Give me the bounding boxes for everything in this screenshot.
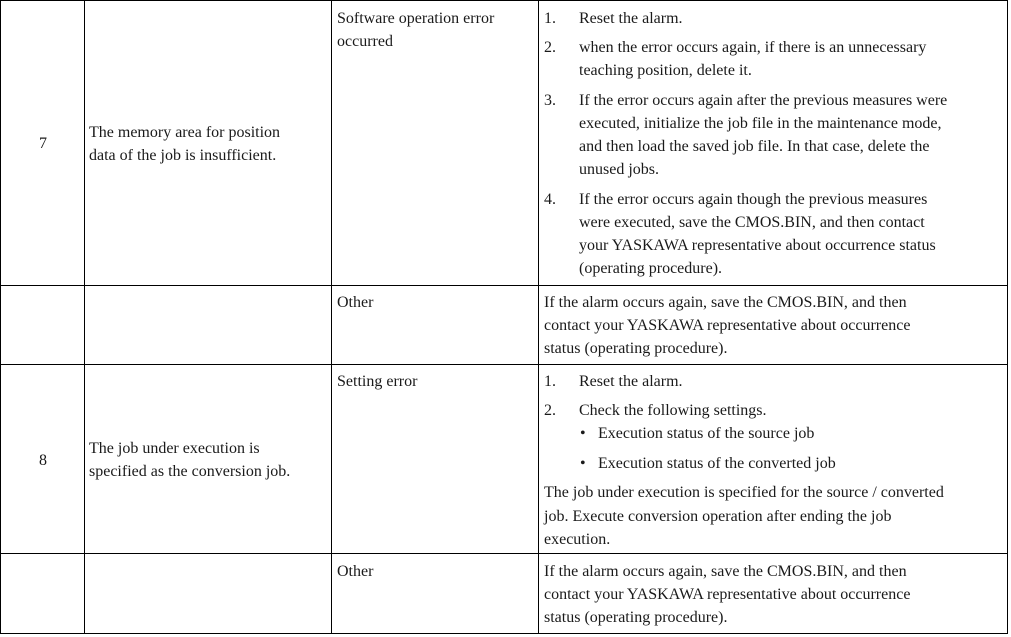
step-text: If the error occurs again after the previous measures were [579, 92, 948, 109]
remedy-note: The job under execution is specified for the source / converted [544, 484, 944, 501]
step-text: teaching position, delete it. [579, 62, 752, 79]
column-divider [1007, 0, 1008, 634]
remedy-note: job. Execute conversion operation after ending the job [544, 508, 892, 525]
remedy-text: status (operating procedure). [544, 609, 728, 626]
table-border-bottom [0, 633, 1008, 634]
cause-text: Setting error [337, 373, 418, 390]
step-text: executed, initialize the job file in the maintenance mode, [579, 115, 942, 132]
remedy-text: contact your YASKAWA representative about occurrence [544, 586, 911, 603]
step-text: Reset the alarm. [579, 10, 683, 27]
column-divider [84, 0, 85, 634]
step-text: If the error occurs again though the previous measures [579, 191, 928, 208]
step-number: 1. [544, 10, 556, 27]
column-divider [538, 0, 539, 634]
remedy-text: If the alarm occurs again, save the CMOS.BIN, and then [544, 563, 907, 580]
step-text: your YASKAWA representative about occurrence status [579, 237, 936, 254]
step-text: (operating procedure). [579, 260, 723, 277]
remedy-note: execution. [544, 531, 611, 548]
step-number: 2. [544, 402, 556, 419]
remedy-text: contact your YASKAWA representative about occurrence [544, 317, 911, 334]
remedy-text: status (operating procedure). [544, 340, 728, 357]
step-text: when the error occurs again, if there is an unnecessary [579, 39, 927, 56]
cause-text: occurred [337, 33, 393, 50]
alarm-number: 8 [39, 452, 47, 469]
table-border-top [0, 0, 1008, 1]
bullet-icon: • [580, 455, 586, 472]
bullet-icon: • [580, 425, 586, 442]
remedy-text: If the alarm occurs again, save the CMOS.BIN, and then [544, 294, 907, 311]
step-text: were executed, save the CMOS.BIN, and then contact [579, 214, 925, 231]
row-divider [0, 364, 1008, 365]
cause-text: Other [337, 563, 374, 580]
step-text: and then load the saved job file. In that case, delete the [579, 138, 930, 155]
cause-text: Other [337, 294, 374, 311]
alarm-description-line: The memory area for position [89, 124, 281, 141]
bullet-text: Execution status of the converted job [598, 455, 836, 472]
bullet-text: Execution status of the source job [598, 425, 815, 442]
row-divider [0, 553, 1008, 554]
step-number: 2. [544, 39, 556, 56]
column-divider [0, 0, 1, 634]
step-number: 1. [544, 373, 556, 390]
step-number: 3. [544, 92, 556, 109]
cause-text: Software operation error [337, 10, 495, 27]
alarm-description-line: The job under execution is [89, 440, 260, 457]
step-text: Check the following settings. [579, 402, 767, 419]
alarm-number: 7 [39, 135, 47, 152]
step-text: Reset the alarm. [579, 373, 683, 390]
row-divider [0, 285, 1008, 286]
alarm-description-line: data of the job is insufficient. [89, 147, 277, 164]
alarm-description-line: specified as the conversion job. [89, 463, 291, 480]
step-text: unused jobs. [579, 161, 659, 178]
step-number: 4. [544, 191, 556, 208]
column-divider [331, 0, 332, 634]
